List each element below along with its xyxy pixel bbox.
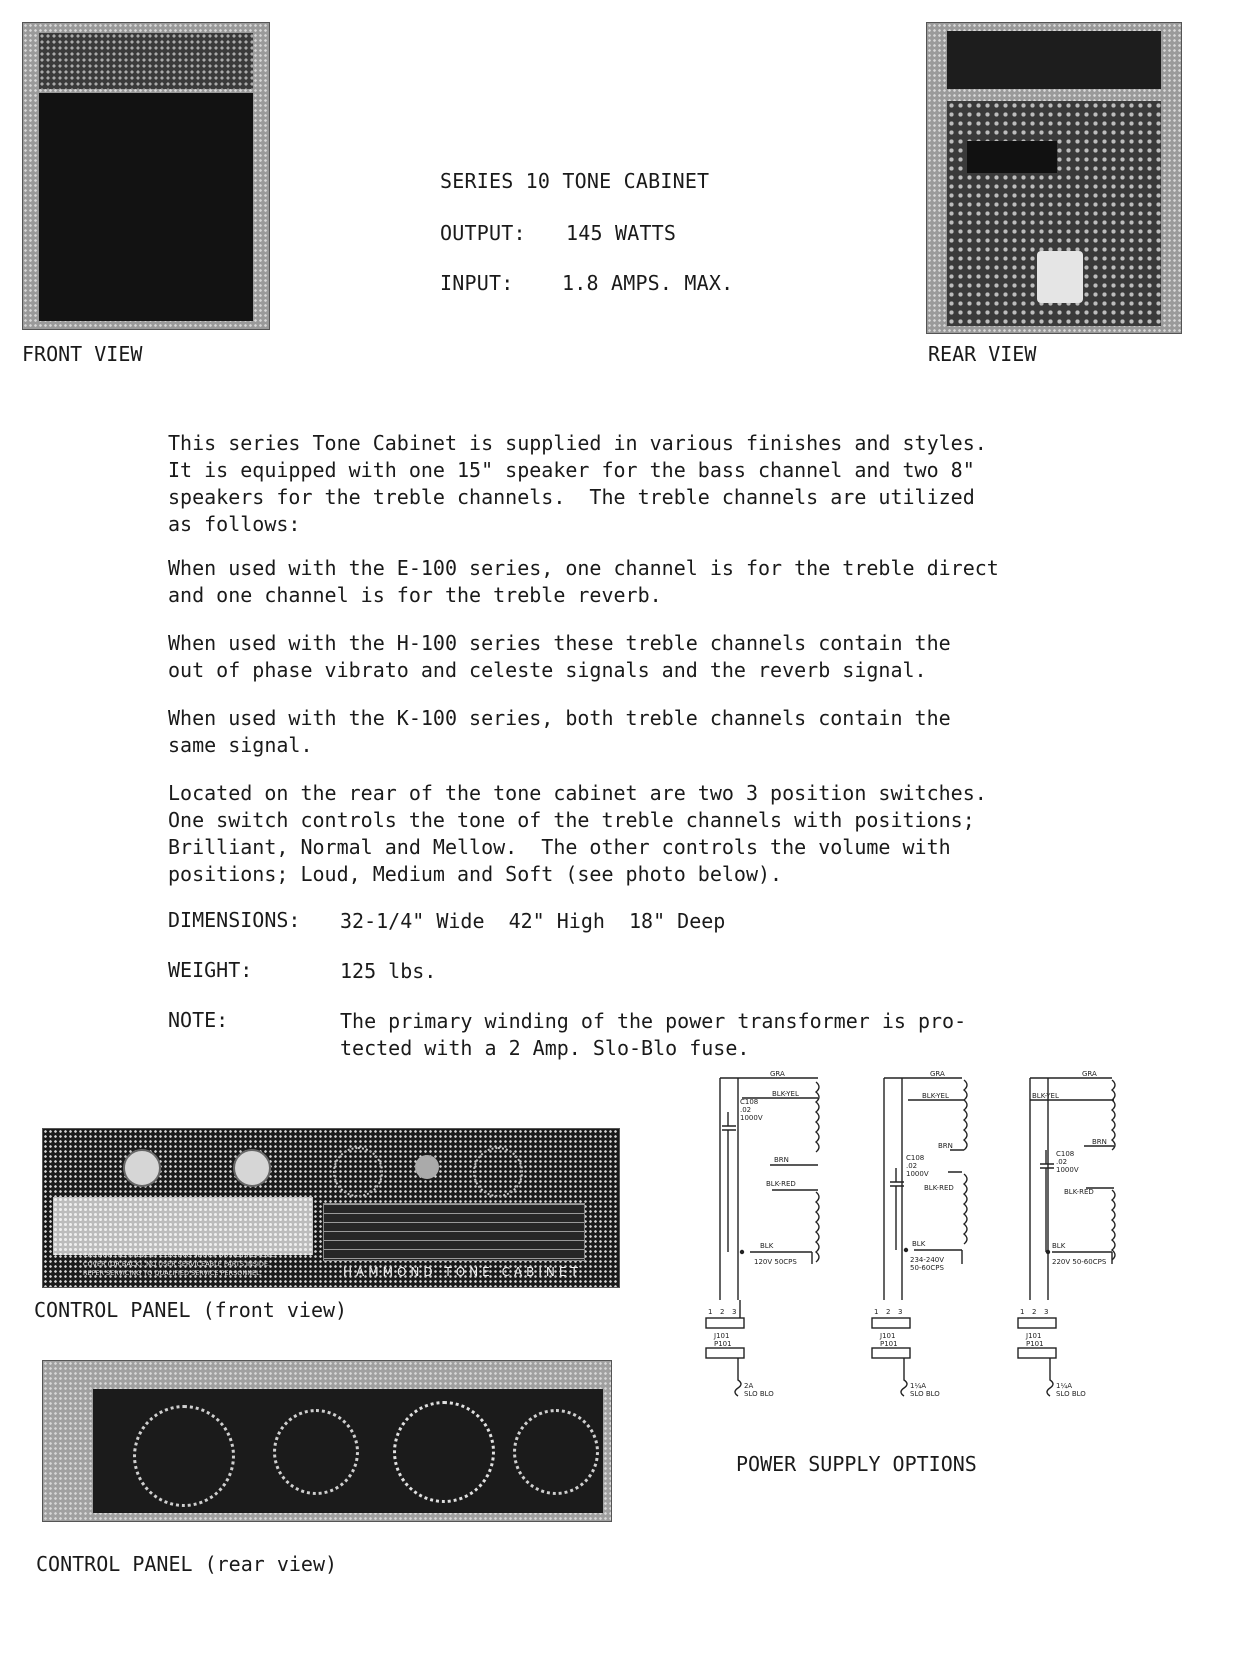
text-line: Located on the rear of the tone cabinet are two 3 position switches. (168, 781, 987, 805)
panel-warning-line: COVER (OR BACK). NO USER SERVICEABLE PARTS INSIDE. (83, 1260, 271, 1268)
weight-value (340, 958, 436, 985)
text-line: This series Tone Cabinet is supplied in various finishes and styles. (168, 431, 987, 455)
s3-wire1: BLK-YEL (1032, 1092, 1059, 1100)
text-line: speakers for the treble channels. The treble channels are utilized (168, 485, 975, 509)
s2-wire4: BLK (912, 1240, 926, 1248)
s3-pin1: 1 (1020, 1308, 1025, 1316)
text-line: One switch controls the tone of the treble channels with positions; (168, 808, 975, 832)
s3-fuse-type: SLO BLO (1056, 1390, 1086, 1398)
s3-pin3: 3 (1044, 1308, 1049, 1316)
text-line: positions; Loud, Medium and Soft (see photo below). (168, 862, 783, 886)
text-line: 125 lbs. (340, 959, 437, 983)
s1-pin2: 2 (720, 1308, 725, 1316)
text-line: When used with the E-100 series, one channel is for the treble direct (168, 556, 999, 580)
output-value: 145 WATTS (566, 221, 677, 245)
s3-wire4: BLK (1052, 1242, 1066, 1250)
s1-wire1: BLK-YEL (772, 1090, 799, 1098)
s2-cap-volt: 1000V (906, 1170, 929, 1178)
text-line: When used with the H-100 series these treble channels contain the (168, 631, 951, 655)
switches-paragraph (168, 780, 1168, 888)
s3-plug: P101 (1026, 1340, 1044, 1348)
input-label: INPUT: (440, 271, 514, 295)
h100-paragraph (168, 630, 1168, 684)
s3-wire2: BRN (1092, 1138, 1107, 1146)
text-line: out of phase vibrato and celeste signals and the reverb signal. (168, 658, 927, 682)
s2-top-label: GRA (930, 1070, 945, 1078)
s1-wire4: BLK (760, 1242, 774, 1250)
text-line: It is equipped with one 15" speaker for the bass channel and two 8" (168, 458, 975, 482)
s3-wire3: BLK-RED (1064, 1188, 1094, 1196)
intro-paragraph (168, 430, 1168, 538)
dimensions-label: DIMENSIONS: (168, 908, 301, 932)
text-line: Brilliant, Normal and Mellow. The other controls the volume with (168, 835, 951, 859)
text-line: 32-1/4" Wide 42" High 18" Deep (340, 909, 726, 933)
front-view-photo (22, 22, 270, 330)
s1-cap-name: C108 (740, 1098, 759, 1106)
s2-cap-value: .02 (906, 1162, 918, 1170)
text-line: same signal. (168, 733, 313, 757)
s1-cap-volt: 1000V (740, 1114, 763, 1122)
s1-plug: P101 (714, 1340, 732, 1348)
s3-cap-name: C108 (1056, 1150, 1075, 1158)
s2-pin1: 1 (874, 1308, 879, 1316)
weight-label: WEIGHT: (168, 958, 253, 982)
text-line: When used with the K-100 series, both treble channels contain the (168, 706, 951, 730)
panel-brand-text: HAMMOND TONE CABINET (343, 1265, 582, 1279)
s1-pin1: 1 (708, 1308, 713, 1316)
s1-fuse-type: SLO BLO (744, 1390, 774, 1398)
s1-wire3: BLK-RED (766, 1180, 796, 1188)
s2-jack: J101 (880, 1332, 896, 1340)
s2-fuse-rating: 1¼A (910, 1382, 927, 1390)
output-label: OUTPUT: (440, 221, 526, 245)
text-line: tected with a 2 Amp. Slo-Blo fuse. (340, 1036, 750, 1060)
s2-fuse-type: SLO BLO (910, 1390, 940, 1398)
cabinet-title: SERIES 10 TONE CABINET (440, 169, 710, 193)
s3-volt: 220V 50-60CPS (1052, 1258, 1107, 1266)
dimensions-value (340, 908, 725, 935)
control-panel-rear-caption: CONTROL PANEL (rear view) (36, 1552, 338, 1576)
s1-wire2: BRN (774, 1156, 789, 1164)
s2-volt-2: 50-60CPS (910, 1264, 944, 1272)
s2-plug: P101 (880, 1340, 898, 1348)
control-panel-rear-photo (42, 1360, 612, 1522)
s3-cap-value: .02 (1056, 1158, 1068, 1166)
note-label: NOTE: (168, 1008, 229, 1032)
s3-top-label: GRA (1082, 1070, 1097, 1078)
text-line: as follows: (168, 512, 301, 536)
s1-top-label: GRA (770, 1070, 785, 1078)
power-supply-caption: POWER SUPPLY OPTIONS (736, 1452, 977, 1476)
s2-wire2: BRN (938, 1142, 953, 1150)
s2-cap-name: C108 (906, 1154, 925, 1162)
s2-wire3: BLK-RED (924, 1184, 954, 1192)
rear-view-caption: REAR VIEW (928, 342, 1037, 366)
s3-pin2: 2 (1032, 1308, 1037, 1316)
panel-warning-line: CAUTION: TO PREVENT ELECTRIC SHOCK DO NOT REMOVE (83, 1251, 275, 1259)
control-panel-front-caption: CONTROL PANEL (front view) (34, 1298, 348, 1322)
s2-volt-1: 234-240V (910, 1256, 945, 1264)
s2-pin3: 3 (898, 1308, 903, 1316)
note-value (340, 1008, 966, 1062)
s3-jack: J101 (1026, 1332, 1042, 1340)
s1-jack: J101 (714, 1332, 730, 1340)
input-value: 1.8 AMPS. MAX. (562, 271, 734, 295)
text-line: and one channel is for the treble reverb. (168, 583, 662, 607)
s1-pin3: 3 (732, 1308, 737, 1316)
k100-paragraph (168, 705, 1168, 759)
s3-cap-volt: 1000V (1056, 1166, 1079, 1174)
s1-fuse-rating: 2A (744, 1382, 754, 1390)
power-supply-schematic (700, 1070, 1220, 1420)
control-panel-front-photo (42, 1128, 620, 1288)
panel-warning-line: REFER SERVICING TO QUALIFIED SERVICE PERSONNEL. (83, 1269, 262, 1277)
s3-fuse-rating: 1¼A (1056, 1382, 1073, 1390)
text-line: The primary winding of the power transformer is pro- (340, 1009, 967, 1033)
s2-pin2: 2 (886, 1308, 891, 1316)
front-view-caption: FRONT VIEW (22, 342, 143, 366)
s1-volt: 120V 50CPS (754, 1258, 797, 1266)
rear-view-photo (926, 22, 1182, 334)
s1-cap-value: .02 (740, 1106, 752, 1114)
s2-wire1: BLK-YEL (922, 1092, 949, 1100)
e100-paragraph (168, 555, 1168, 609)
